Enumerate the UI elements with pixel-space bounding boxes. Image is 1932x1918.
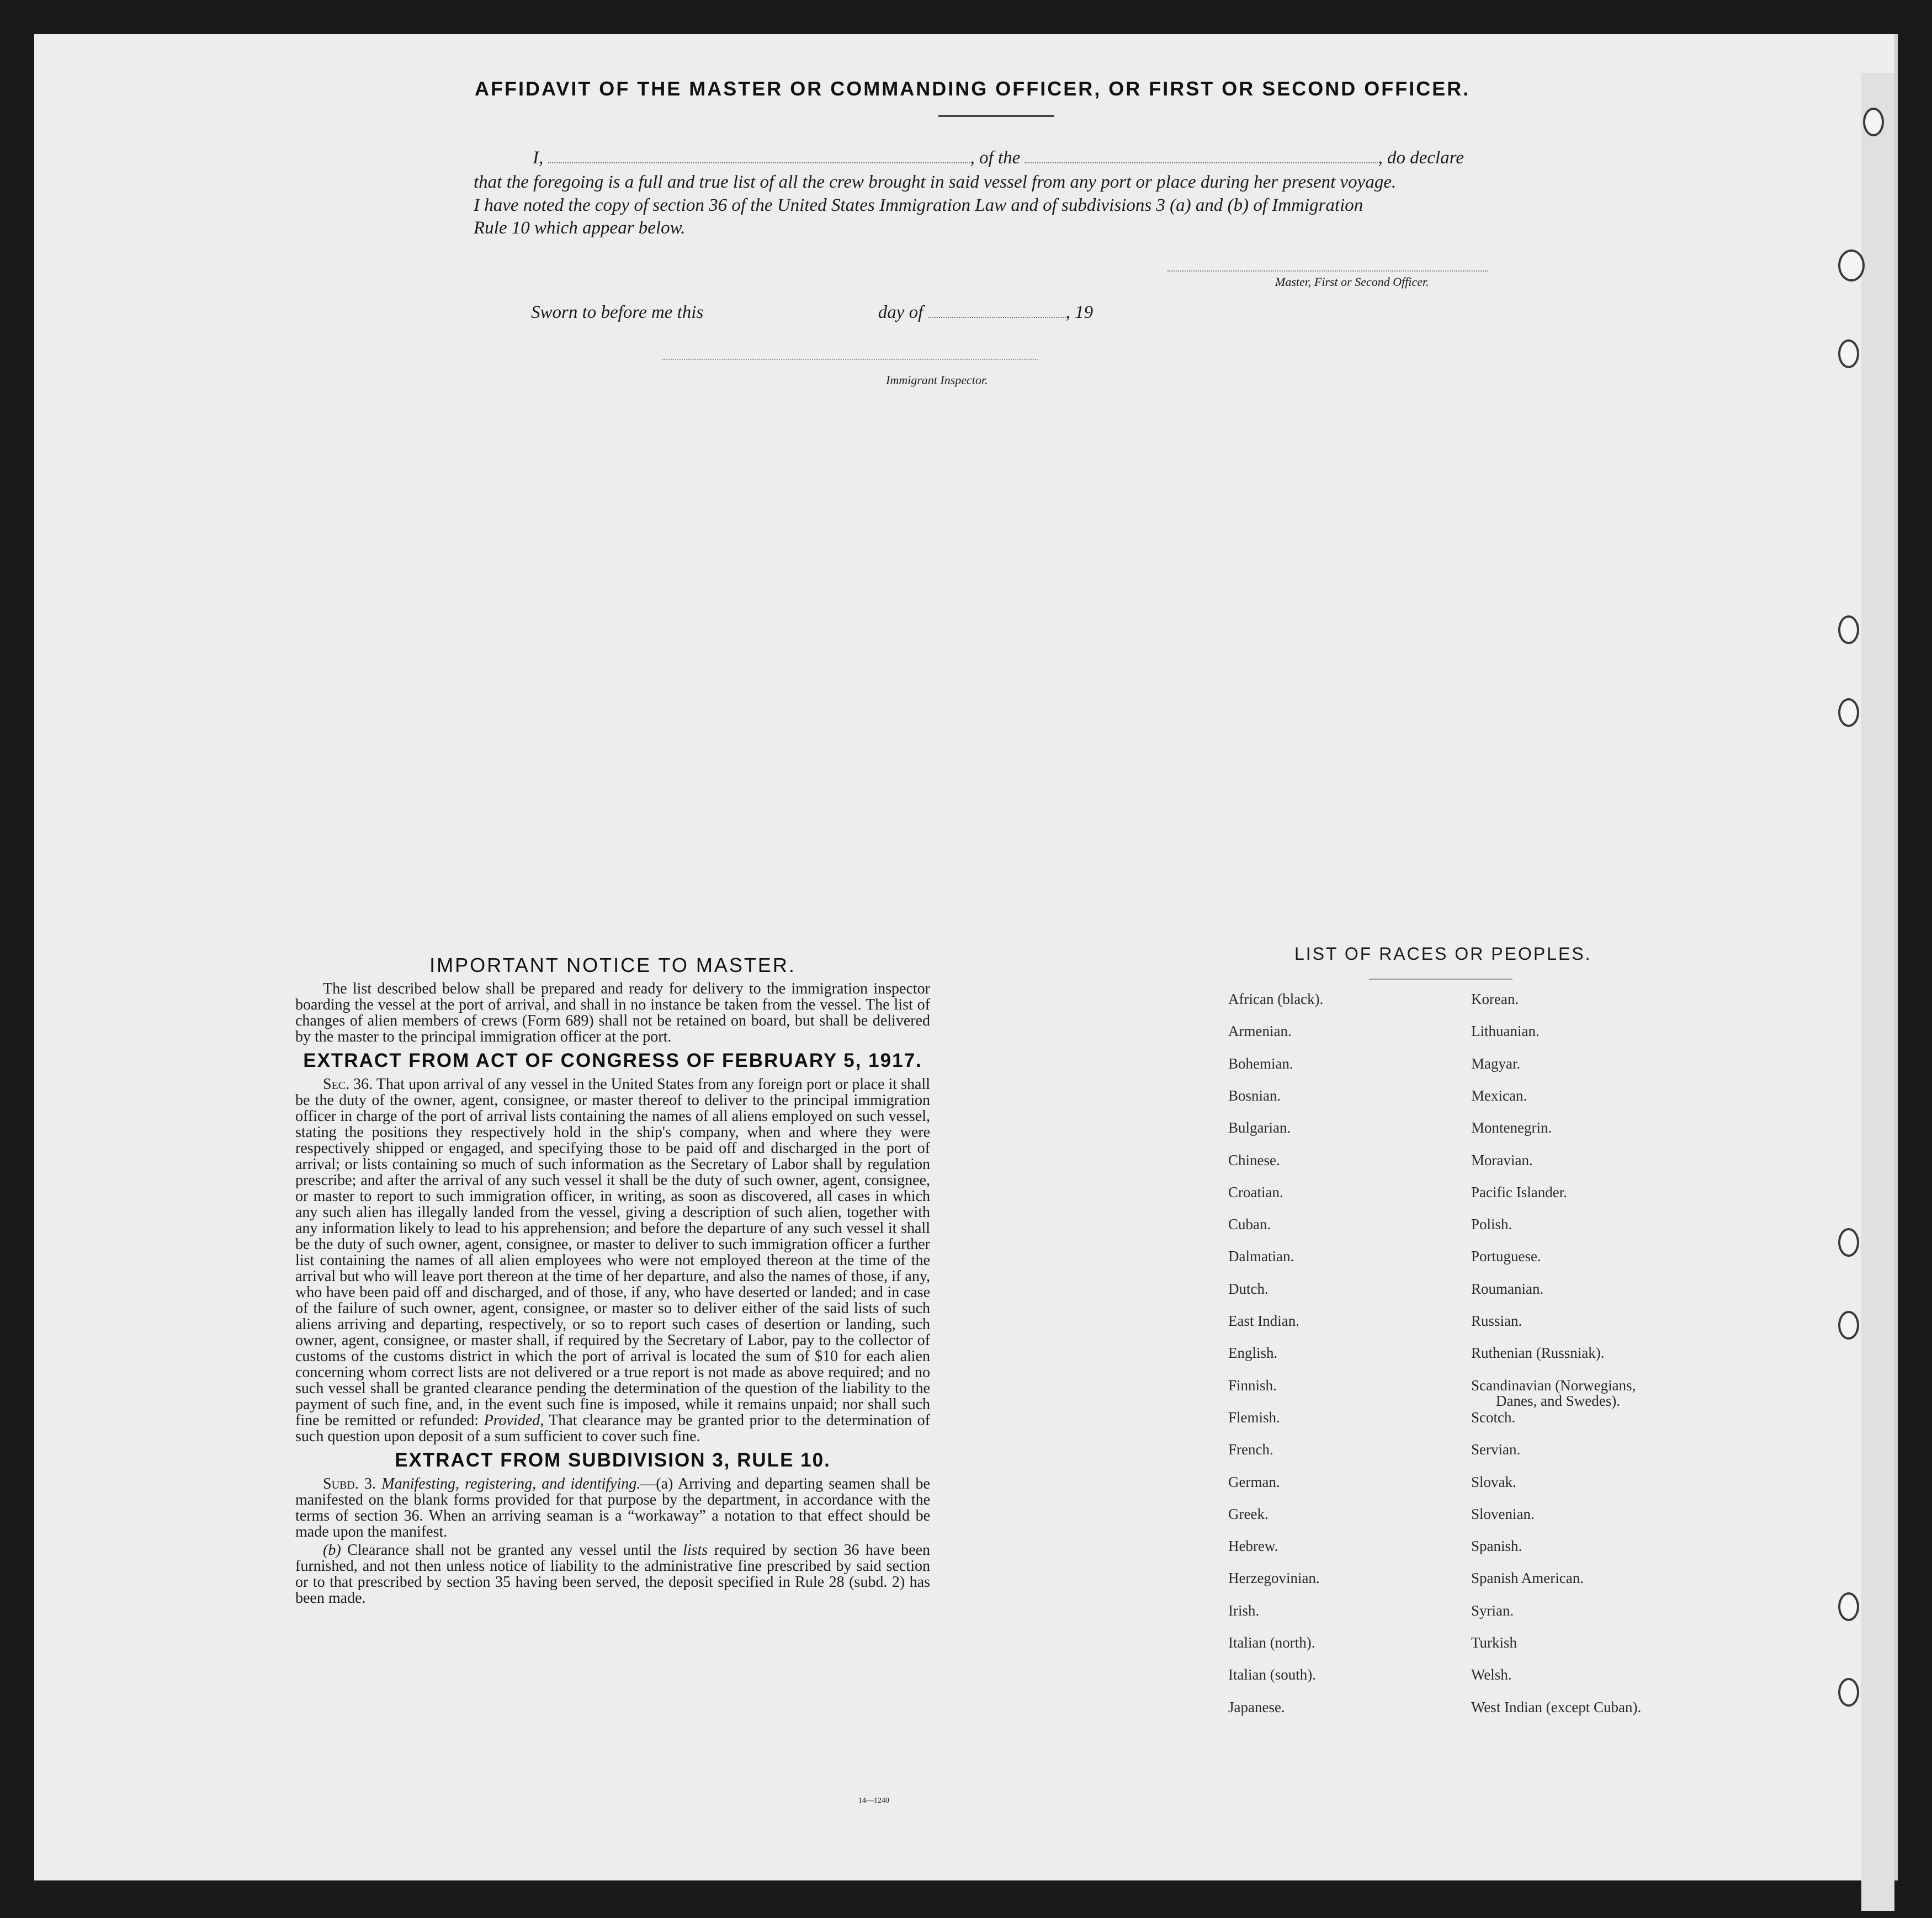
binder-hole [1838, 1311, 1859, 1340]
affidavit-title: AFFIDAVIT OF THE MASTER OR COMMANDING OFFICER, OR FIRST OR SECOND OFFICER. [475, 77, 1471, 100]
race-right-item: Mexican. [1471, 1087, 1527, 1104]
race-left-item: Japanese. [1228, 1699, 1285, 1715]
race-right-item: Roumanian. [1471, 1281, 1544, 1297]
race-right-item: West Indian (except Cuban). [1471, 1699, 1642, 1715]
race-right-item: Lithuanian. [1471, 1023, 1540, 1039]
subdivision-a-label: —(a) [640, 1475, 673, 1492]
race-left-item: Greek. [1228, 1506, 1268, 1522]
subdivision-b-lists: lists [683, 1542, 708, 1559]
races-title: LIST OF RACES OR PEOPLES. [1294, 944, 1592, 964]
year-text: , 19 [1065, 302, 1094, 322]
race-right-item: Spanish American. [1471, 1570, 1584, 1586]
section-label: Sec. 36. [323, 1076, 373, 1093]
race-right-item: Pacific Islander. [1471, 1184, 1567, 1200]
subdivision-a-text [295, 1476, 930, 1540]
race-left-item: Dalmatian. [1228, 1248, 1294, 1265]
affidavit-line-2: that the foregoing is a full and true list of all the crew brought in said vessel from any port or place during her present voyage. [474, 172, 1397, 192]
signature-line[interactable] [1167, 270, 1488, 272]
binder-hole [1863, 108, 1884, 136]
affidavit-line-1 [533, 148, 1464, 168]
notice-body: The list described below shall be prepared and ready for delivery to the immigration inspector boarding the vessel at the port of arrival, and shall in no instance be taken from the vessel. The list of changes of alien members of crews (Form 689) shall not be retained on board, but shall be delivered by the master to the principal immigration officer at the port. [295, 980, 930, 1045]
sworn-month-field[interactable] [928, 304, 1066, 318]
race-left-item: French. [1228, 1441, 1273, 1458]
race-right-item: Scandinavian (Norwegians, [1471, 1377, 1636, 1394]
race-right-item: Slovenian. [1471, 1506, 1535, 1522]
day-of-text: day of [878, 302, 923, 322]
section-36-tail: That clearance may be granted prior to the determination of such question upon deposit of a sum sufficient to cover such fine. [295, 1412, 930, 1445]
race-left-item: Armenian. [1228, 1023, 1292, 1039]
race-left-item: African (black). [1228, 991, 1324, 1007]
affidavit-of-the: , of the [970, 148, 1021, 168]
subdivision-b-text [295, 1542, 930, 1606]
race-right-item: Scotch. [1471, 1409, 1516, 1426]
extract-act-title: EXTRACT FROM ACT OF CONGRESS OF FEBRUARY 5, 1917. [303, 1050, 922, 1071]
race-right-item: Russian. [1471, 1313, 1522, 1329]
notice-title: IMPORTANT NOTICE TO MASTER. [429, 954, 796, 976]
race-left-item: Finnish. [1228, 1377, 1277, 1394]
race-right-item: Welsh. [1471, 1666, 1512, 1683]
affidavit-line-3: I have noted the copy of section 36 of the United States Immigration Law and of subdivisions 3 (a) and (b) of Immigration [474, 195, 1363, 215]
race-left-item: Bulgarian. [1228, 1119, 1291, 1136]
affidavit-line-4: Rule 10 which appear below. [474, 218, 686, 238]
race-right-item: Moravian. [1471, 1152, 1533, 1168]
race-right-item: Spanish. [1471, 1538, 1522, 1554]
affidavit-title-rule [938, 115, 1054, 117]
signature-caption: Master, First or Second Officer. [1275, 275, 1429, 289]
race-left-item: Dutch. [1228, 1281, 1268, 1297]
binder-hole [1838, 615, 1859, 644]
binder-hole [1838, 1228, 1859, 1257]
section-36-text [295, 1076, 930, 1444]
race-left-item: Chinese. [1228, 1152, 1280, 1168]
binder-hole [1838, 339, 1859, 368]
race-left-item: Cuban. [1228, 1216, 1271, 1232]
affidavit-i: I, [533, 148, 544, 168]
race-right-item: Montenegrin. [1471, 1119, 1552, 1136]
races-title-rule [1369, 979, 1512, 980]
race-left-item: Italian (south). [1228, 1666, 1316, 1683]
race-left-item: East Indian. [1228, 1313, 1299, 1329]
subdivision-b-label: (b) [323, 1542, 341, 1559]
binder-hole [1838, 249, 1865, 281]
race-right-item: Magyar. [1471, 1055, 1521, 1072]
race-right-item: Portuguese. [1471, 1248, 1541, 1265]
race-left-item: Bohemian. [1228, 1055, 1293, 1072]
race-right-item: Syrian. [1471, 1602, 1514, 1619]
race-left-item: Italian (north). [1228, 1634, 1315, 1651]
race-left-item: Herzegovinian. [1228, 1570, 1320, 1586]
section-36-body: That upon arrival of any vessel in the United States from any foreign port or place it shall be the duty of the owner, agent, consignee, or master thereof to deliver to the principal immigration officer in charge of the port of arrival lists containing the names of all aliens employed on such vessel, stating the positions they respectively hold in the ship's company, when and where they were respectively shipped or engaged, and specifying those to be paid off and discharged in the port of arrival; or lists containing so much of such information as the Secretary of Labor shall by regulation prescribe; and after the arrival of any such vessel it shall be the duty of such owner, agent, consignee, or master to report to such immigration officer, in writing, as soon as discovered, all cases in which any such alien has illegally landed from the vessel, giving a description of such alien, together with any information likely to lead to his apprehension; and before the departure of any such vessel it shall be the duty of such owner, agent, consignee, or master to deliver to such immigration officer a further list containing the names of all alien employees who were not employed thereon at the time of the arrival but who will leave port thereon at the time of her departure, and also the names of those, if any, who have been paid off and discharged, and of those, if any, who have deserted or landed; and in case of the failure of such owner, agent, consignee, or master so to deliver either of the said lists of such aliens arriving and departing, respectively, or so to report such cases of desertion or landing, such owner, agent, consignee, or master shall, if required by the Secretary of Labor, pay to the collector of customs of the customs district in which the port of arrival is located the sum of $10 for each alien concerning whom correct lists are not delivered or a true report is not made as above required; and no such vessel shall be granted clearance pending the determination of the question of the liability to the payment of such fine, and, in the event such fine is imposed, while it remains unpaid; nor shall such fine be remitted or refunded: [295, 1076, 930, 1429]
race-left-item: English. [1228, 1345, 1278, 1361]
subdivision-label: Subd. 3. [323, 1475, 376, 1492]
race-right-item: Polish. [1471, 1216, 1512, 1232]
race-left-item: Croatian. [1228, 1184, 1283, 1200]
subdivision-italic: Manifesting, registering, and identifying. [381, 1475, 641, 1492]
subdivision-a-body: Arriving and departing seamen shall be manifested on the blank forms provided for that purpose by the department, in accordance with the terms of section 36. When an arriving seaman is a “workaway” a notation to that effect should be made upon the manifest. [295, 1475, 930, 1540]
race-left-item: German. [1228, 1474, 1280, 1490]
binder-hole [1838, 1678, 1859, 1707]
race-right-item: Ruthenian (Russniak). [1471, 1345, 1605, 1361]
race-right-continuation: Danes, and Swedes). [1496, 1393, 1620, 1409]
inspector-caption: Immigrant Inspector. [886, 373, 988, 387]
race-left-item: Flemish. [1228, 1409, 1280, 1426]
race-left-item: Bosnian. [1228, 1087, 1281, 1104]
subdivision-b-part2: required by section 36 have been furnished, and not then unless notice of liability to the administrative fine prescribed by said section or to that prescribed by section 35 having been served, the deposit specified in Rule 28 (subd. 2) has been made. [295, 1542, 931, 1607]
page-edge-strip [1861, 73, 1894, 1911]
notice-section [295, 949, 930, 1608]
race-right-item: Korean. [1471, 991, 1519, 1007]
subdivision-b-part1: Clearance shall not be granted any vessel until the [347, 1542, 677, 1559]
race-right-item: Turkish [1471, 1634, 1517, 1651]
binder-hole [1838, 1592, 1859, 1621]
form-number: 14—1240 [858, 1797, 889, 1805]
affidavit-declare: , do declare [1378, 148, 1464, 168]
provided-word: Provided, [484, 1412, 544, 1429]
sworn-line [531, 302, 1093, 323]
extract-rule-title: EXTRACT FROM SUBDIVISION 3, RULE 10. [395, 1449, 831, 1471]
race-right-item: Slovak. [1471, 1474, 1516, 1490]
race-left-item: Hebrew. [1228, 1538, 1278, 1554]
sworn-text: Sworn to before me this [531, 302, 704, 322]
binder-hole [1838, 698, 1859, 727]
race-left-item: Irish. [1228, 1602, 1260, 1619]
sworn-day-field[interactable] [708, 305, 874, 318]
inspector-signature-line[interactable] [662, 359, 1038, 360]
name-field[interactable] [548, 149, 970, 163]
vessel-field[interactable] [1025, 149, 1378, 163]
race-right-item: Servian. [1471, 1441, 1521, 1458]
